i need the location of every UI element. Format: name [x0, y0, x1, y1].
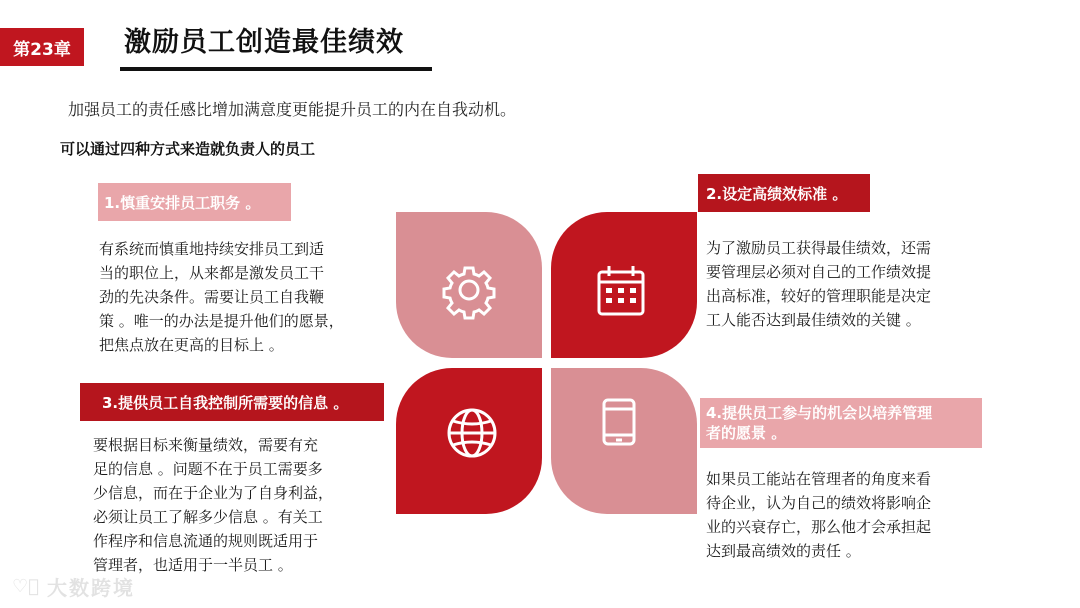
item-2-line: 要管理层必须对自己的工作绩效提	[706, 263, 932, 281]
item-2-line: 出高标准，较好的管理职能是决定	[706, 287, 932, 305]
item-4-line: 如果员工能站在管理者的角度来看	[706, 470, 932, 488]
page-title: 激励员工创造最佳绩效	[124, 27, 404, 58]
intro-text: 加强员工的责任感比增加满意度更能提升员工的内在自我动机。	[68, 100, 517, 119]
item-1-label: 1.慎重安排员工职务 。	[98, 183, 291, 221]
watermark	[12, 572, 135, 601]
section-subheading: 可以通过四种方式来造就负责人的员工	[60, 140, 316, 158]
watermark-text: 大数跨境	[46, 576, 135, 600]
petal-bottom-right	[551, 368, 697, 514]
item-4-line: 待企业，认为自己的绩效将影响企	[706, 494, 932, 512]
item-1-line: 把焦点放在更高的目标上 。	[99, 336, 284, 354]
item-3-text	[93, 433, 383, 577]
item-3-line: 要根据目标来衡量绩效，需要有充	[93, 436, 319, 454]
item-1-line: 当的职位上，从来都是激发员工干	[99, 264, 325, 282]
item-1-text	[99, 237, 389, 357]
watermark-logo-icon: ♡⃝	[12, 576, 41, 597]
item-3-line: 作程序和信息流通的规则既适用于	[93, 532, 319, 550]
item-1-line: 有系统而慎重地持续安排员工到适	[99, 240, 325, 258]
item-1-line: 劲的先决条件。需要让员工自我鞭	[99, 288, 325, 306]
item-4-line: 业的兴衰存亡，那么他才会承担起	[706, 518, 932, 536]
item-3-line: 少信息，而在于企业为了自身利益，	[93, 484, 334, 502]
item-3-line: 足的信息 。问题不在于员工需要多	[93, 460, 323, 478]
item-2-text	[706, 236, 976, 332]
title-underline	[120, 67, 432, 71]
item-4-line: 达到最高绩效的责任 。	[706, 542, 861, 560]
item-2-line: 为了激励员工获得最佳绩效，还需	[706, 239, 932, 257]
item-4-text	[706, 467, 976, 563]
item-3-label: 3.提供员工自我控制所需要的信息 。	[80, 383, 384, 421]
petal-top-left	[396, 212, 542, 358]
petal-bottom-left	[396, 368, 542, 514]
item-1-line: 策 。唯一的办法是提升他们的愿景，	[99, 312, 344, 330]
item-3-line: 必须让员工了解多少信息 。有关工	[93, 508, 323, 526]
item-4-label-line: 4.提供员工参与的机会以培养管理	[706, 404, 933, 422]
chapter-badge: 第23章	[0, 28, 84, 66]
item-2-line: 工人能否达到最佳绩效的关键 。	[706, 311, 921, 329]
item-2-label: 2.设定高绩效标准 。	[698, 174, 870, 212]
item-3-line: 管理者，也适用于一半员工 。	[93, 556, 293, 574]
petal-top-right	[551, 212, 697, 358]
item-4-label-line: 者的愿景 。	[706, 424, 787, 442]
item-4-label	[700, 398, 982, 448]
